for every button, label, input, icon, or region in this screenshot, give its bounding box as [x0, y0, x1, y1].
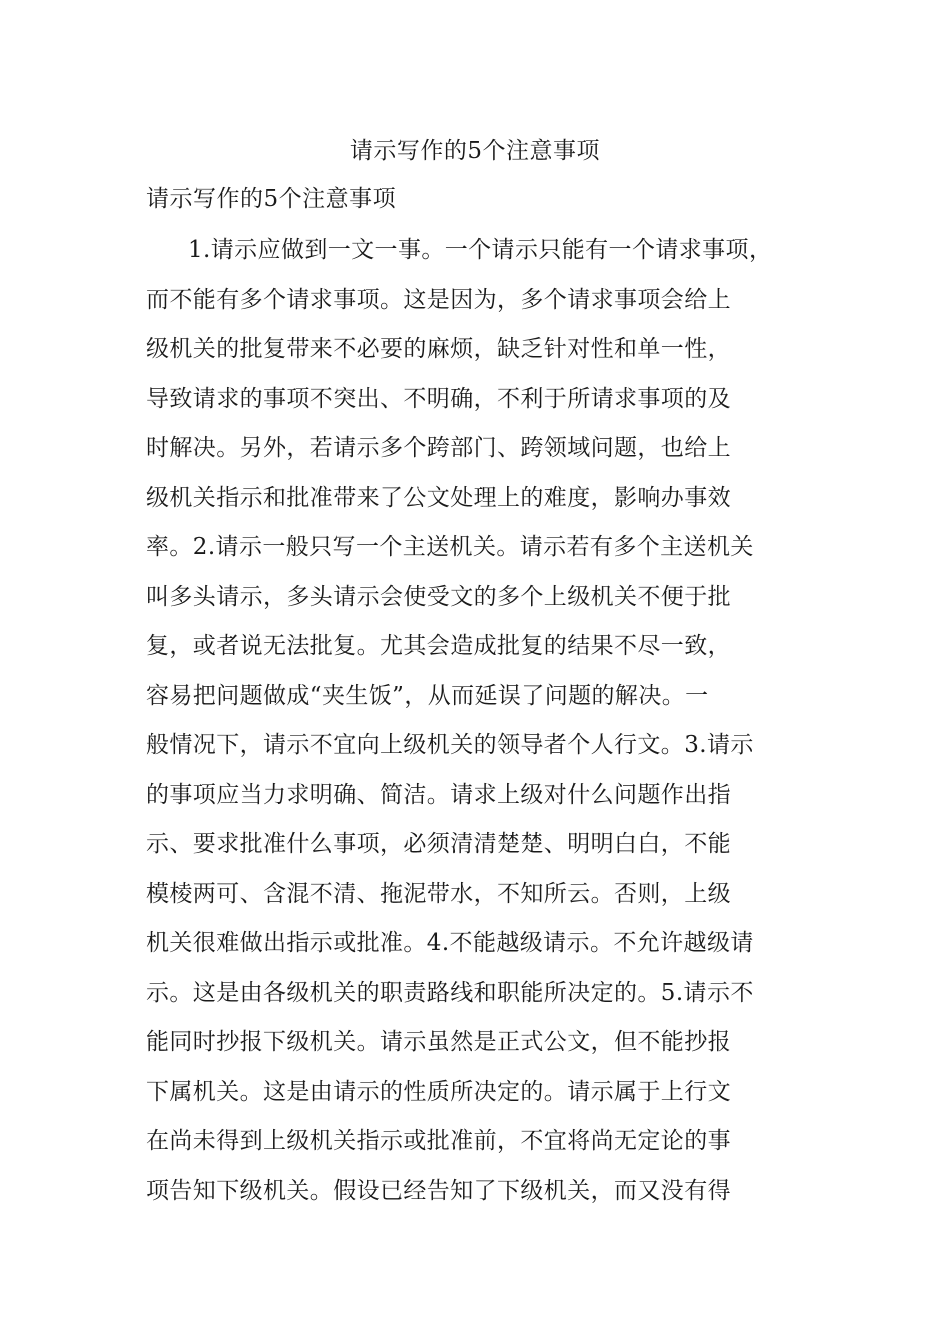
text-line: 叫多头请示，多头请示会使受文的多个上级机关不便于批: [146, 583, 731, 610]
text-line: 导致请求的事项不突出、不明确，不利于所请求事项的及: [146, 385, 731, 412]
text-line: 级机关的批复带来不必要的麻烦，缺乏针对性和单一性，: [146, 336, 731, 362]
page-subtitle: 请示写作的5个注意事项: [146, 186, 397, 212]
text-line: 容易把问题做成“夹生饭”，从而延误了问题的解决。一: [146, 682, 709, 709]
page-title: 请示写作的5个注意事项: [349, 138, 601, 164]
text-line: 时解决。另外，若请示多个跨部门、跨领域问题，也给上: [146, 435, 731, 461]
text-line: 在尚未得到上级机关指示或批准前，不宜将尚无定论的事: [146, 1128, 731, 1154]
text-line: 率。2.请示一般只写一个主送机关。请示若有多个主送机关: [146, 534, 754, 560]
text-line: 模棱两可、含混不清、拖泥带水，不知所云。否则，上级: [146, 880, 731, 907]
text-line: 项告知下级机关。假设已经告知了下级机关，而又没有得: [146, 1177, 731, 1204]
text-line: 的事项应当力求明确、简洁。请求上级对什么问题作出指: [146, 781, 731, 808]
text-line: 示。这是由各级机关的职责路线和职能所决定的。5.请示不: [146, 979, 754, 1006]
text-line: 而不能有多个请求事项。这是因为，多个请求事项会给上: [146, 286, 731, 313]
text-line: 机关很难做出指示或批准。4.不能越级请示。不允许越级请: [146, 930, 754, 956]
text-line: 级机关指示和批准带来了公文处理上的难度，影响办事效: [146, 484, 731, 511]
text-line: 般情况下，请示不宜向上级机关的领导者个人行文。3.请示: [146, 732, 754, 758]
text-line: 能同时抄报下级机关。请示虽然是正式公文，但不能抄报: [146, 1029, 731, 1055]
text-line: 复，或者说无法批复。尤其会造成批复的结果不尽一致，: [146, 633, 731, 659]
text-line: 1.请示应做到一文一事。一个请示只能有一个请求事项，: [188, 237, 773, 263]
text-line: 下属机关。这是由请示的性质所决定的。请示属于上行文: [146, 1078, 731, 1105]
text-line: 示、要求批准什么事项，必须清清楚楚、明明白白，不能: [146, 831, 731, 857]
